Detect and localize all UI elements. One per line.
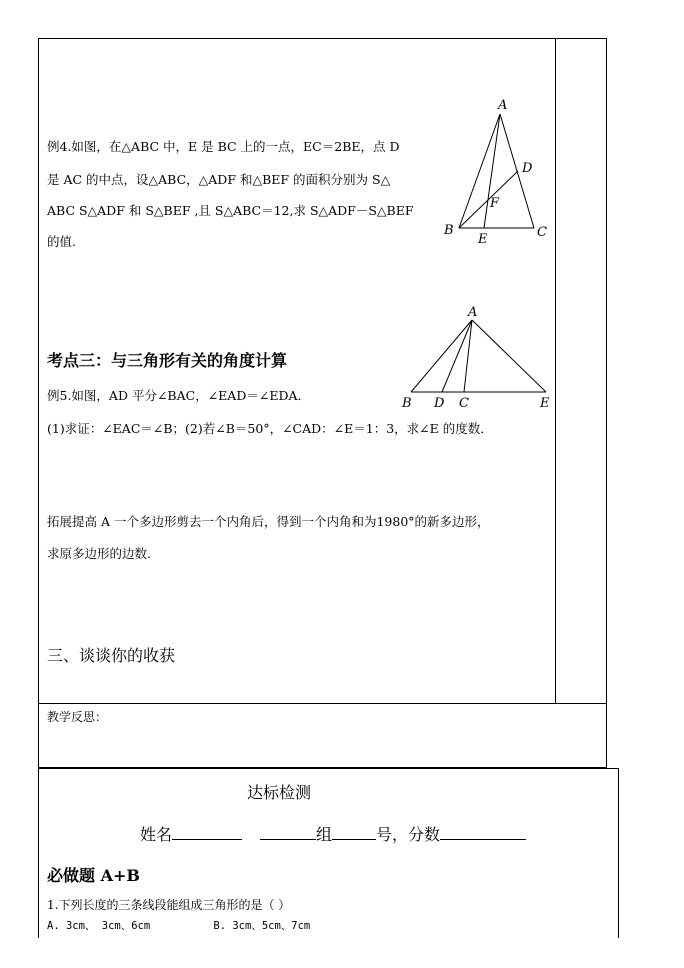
question-1-options: A. 3cm、 3cm、6cm B. 3cm、5cm、7cm <box>47 920 311 932</box>
segment-ae <box>472 320 546 392</box>
segment-ab <box>411 320 472 392</box>
example4-line3: ABC S△ADF 和 S△BEF ,且 S△ABC＝12,求 S△ADF－S△BEF <box>47 203 414 218</box>
test-title: 达标检测 <box>247 783 312 802</box>
reflection-label: 教学反思： <box>47 710 108 724</box>
extension-line1: 拓展提高 A 一个多边形剪去一个内角后，得到一个内角和为1980°的新多边形， <box>47 514 490 529</box>
part3-heading: 三、谈谈你的收获 <box>47 646 176 665</box>
question-1: 1.下列长度的三条线段能组成三角形的是（ ） <box>47 898 291 912</box>
score-blank[interactable] <box>440 825 526 840</box>
figure2-label-c: C <box>459 396 469 411</box>
figure2-label-d: D <box>434 396 445 411</box>
test-info-line <box>140 822 526 845</box>
table-row-divider <box>38 703 607 704</box>
figure1-label-b: B <box>444 223 454 238</box>
example4-line4: 的值. <box>47 234 76 249</box>
figure2-label-a: A <box>468 305 478 320</box>
example5-line1: 例5.如图，AD 平分∠BAC，∠EAD＝∠EDA． <box>47 388 310 403</box>
figure1-label-a: A <box>498 98 508 113</box>
example4-line1: 例4.如图，在△ABC 中，E 是 BC 上的一点，EC＝2BE，点 D <box>47 139 400 154</box>
figure2-label-b: B <box>402 396 412 411</box>
example4-line2: 是 AC 的中点，设△ABC，△ADF 和△BEF 的面积分别为 S△ <box>47 172 391 187</box>
triangle-figure-2 <box>396 302 556 412</box>
figure1-label-c: C <box>537 225 547 240</box>
extension-line2: 求原多边形的边数. <box>47 546 151 561</box>
figure2-label-e: E <box>540 396 550 411</box>
group-label: 组 <box>316 825 333 844</box>
required-heading: 必做题 A+B <box>47 866 140 885</box>
figure1-label-e: E <box>478 232 488 247</box>
number-label: 号，分数 <box>376 825 441 844</box>
segment-bd <box>459 171 518 228</box>
name-label: 姓名 <box>140 825 173 844</box>
name-blank[interactable] <box>172 825 242 840</box>
section3-heading: 考点三：与三角形有关的角度计算 <box>47 351 288 370</box>
group-blank[interactable] <box>260 825 316 840</box>
figure1-label-f: F <box>490 196 500 211</box>
example5-line2: (1)求证：∠EAC＝∠B；(2)若∠B＝50°，∠CAD：∠E＝1：3，求∠E 的度数． <box>47 421 493 436</box>
number-blank[interactable] <box>332 825 376 840</box>
figure1-label-d: D <box>522 161 533 176</box>
triangle-figure-1 <box>438 96 558 248</box>
